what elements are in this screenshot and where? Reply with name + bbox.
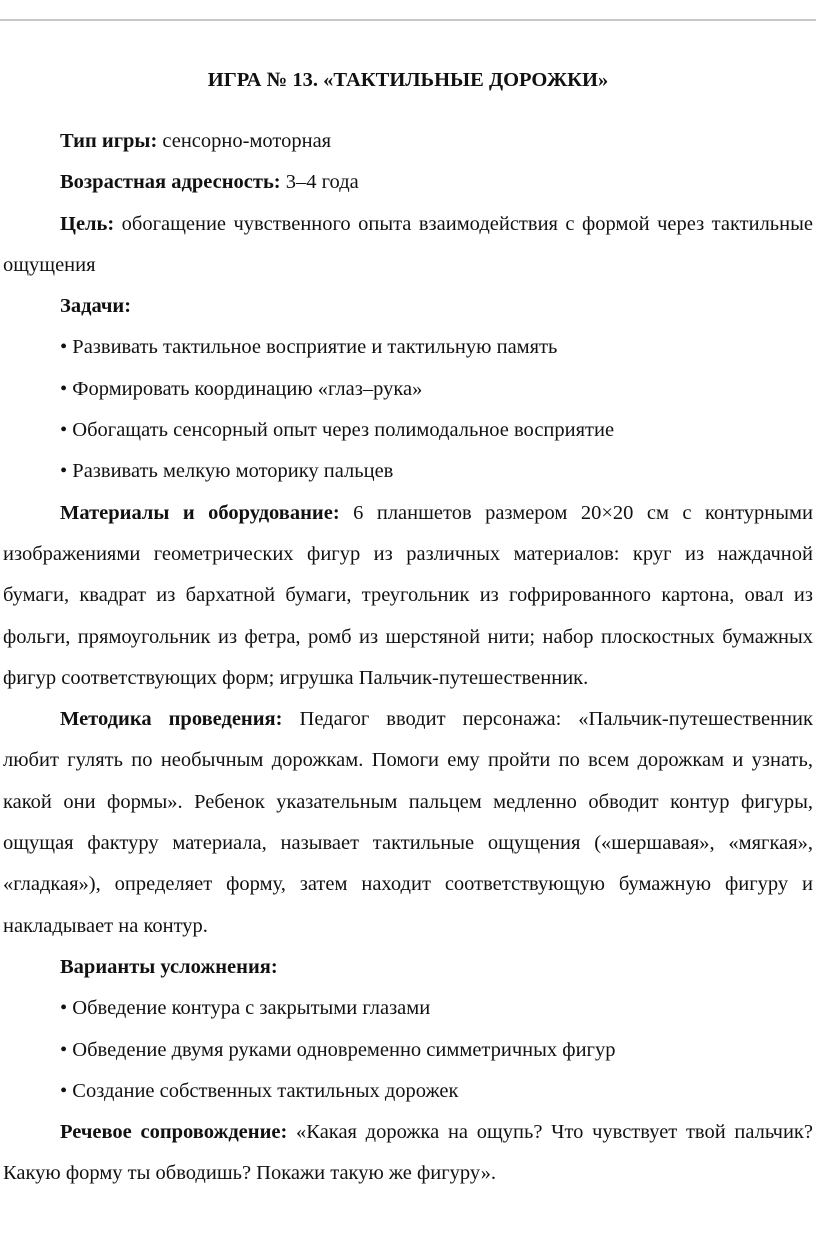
method-paragraph	[3, 699, 813, 947]
age-value: 3–4 года	[280, 171, 359, 194]
method-value: Педагог вводит персонажа: «Пальчик-путешественник любит гулять по необычным дорожкам. Помоги ему пройти по всем дорожкам и узнать, какой они формы». Ребенок указательным пальцем медленно обводит контур фигуры, ощущая фактуру материала, называет тактильные ощущения («шершавая», «мягкая», «гладкая»), определяет форму, затем находит соответствующую бумажную фигуру и накладывает на контур.	[3, 708, 813, 937]
age-line	[3, 162, 813, 203]
goal-paragraph	[3, 204, 813, 287]
goal-value: обогащение чувственного опыта взаимодействия с формой через тактильные ощущения	[3, 212, 813, 276]
task-item: • Развивать мелкую моторику пальцев	[60, 460, 394, 483]
task-item: • Формировать координацию «глаз–рука»	[60, 377, 423, 400]
page-title: ИГРА № 13. «ТАКТИЛЬНЫЕ ДОРОЖКИ»	[207, 69, 609, 91]
variants-heading: Варианты усложнения:	[60, 955, 278, 978]
task-item: • Обогащать сенсорный опыт через полимодальное восприятие	[60, 419, 615, 442]
game-type-value: сенсорно-моторная	[157, 130, 332, 152]
variant-item: • Обведение двумя руками одновременно симметричных фигур	[60, 1038, 616, 1061]
materials-paragraph	[3, 493, 813, 699]
speech-paragraph	[3, 1112, 813, 1195]
task-item: • Развивать тактильное восприятие и тактильную память	[60, 336, 558, 359]
game-type-line	[3, 121, 813, 162]
method-label: Методика проведения:	[60, 708, 283, 731]
materials-label: Материалы и оборудование:	[60, 501, 340, 524]
age-label: Возрастная адресность:	[60, 171, 281, 194]
goal-label: Цель:	[60, 212, 115, 235]
materials-value: 6 планшетов размером 20×20 см с контурными изображениями геометрических фигур из различных материалов: круг из наждачной бумаги, квадрат из бархатной бумаги, треугольник из гофрированного картона, овал из фольги, прямоугольник из фетра, ромб из шерстяной нити; набор плоскостных бумажных фигур соответствующих форм; игрушка Пальчик-путешественник.	[3, 501, 813, 689]
variant-item: • Обведение контура с закрытыми глазами	[60, 997, 431, 1020]
document-page	[3, 60, 813, 1195]
speech-value: «Какая дорожка на ощупь? Что чувствует твой пальчик? Какую форму ты обводишь? Покажи такую же фигуру».	[3, 1121, 813, 1185]
top-rule	[0, 19, 816, 21]
tasks-heading: Задачи:	[60, 295, 132, 318]
game-type-label: Тип игры:	[60, 130, 158, 152]
speech-label: Речевое сопровождение:	[60, 1121, 288, 1144]
variant-item: • Создание собственных тактильных дорожек	[60, 1079, 459, 1102]
